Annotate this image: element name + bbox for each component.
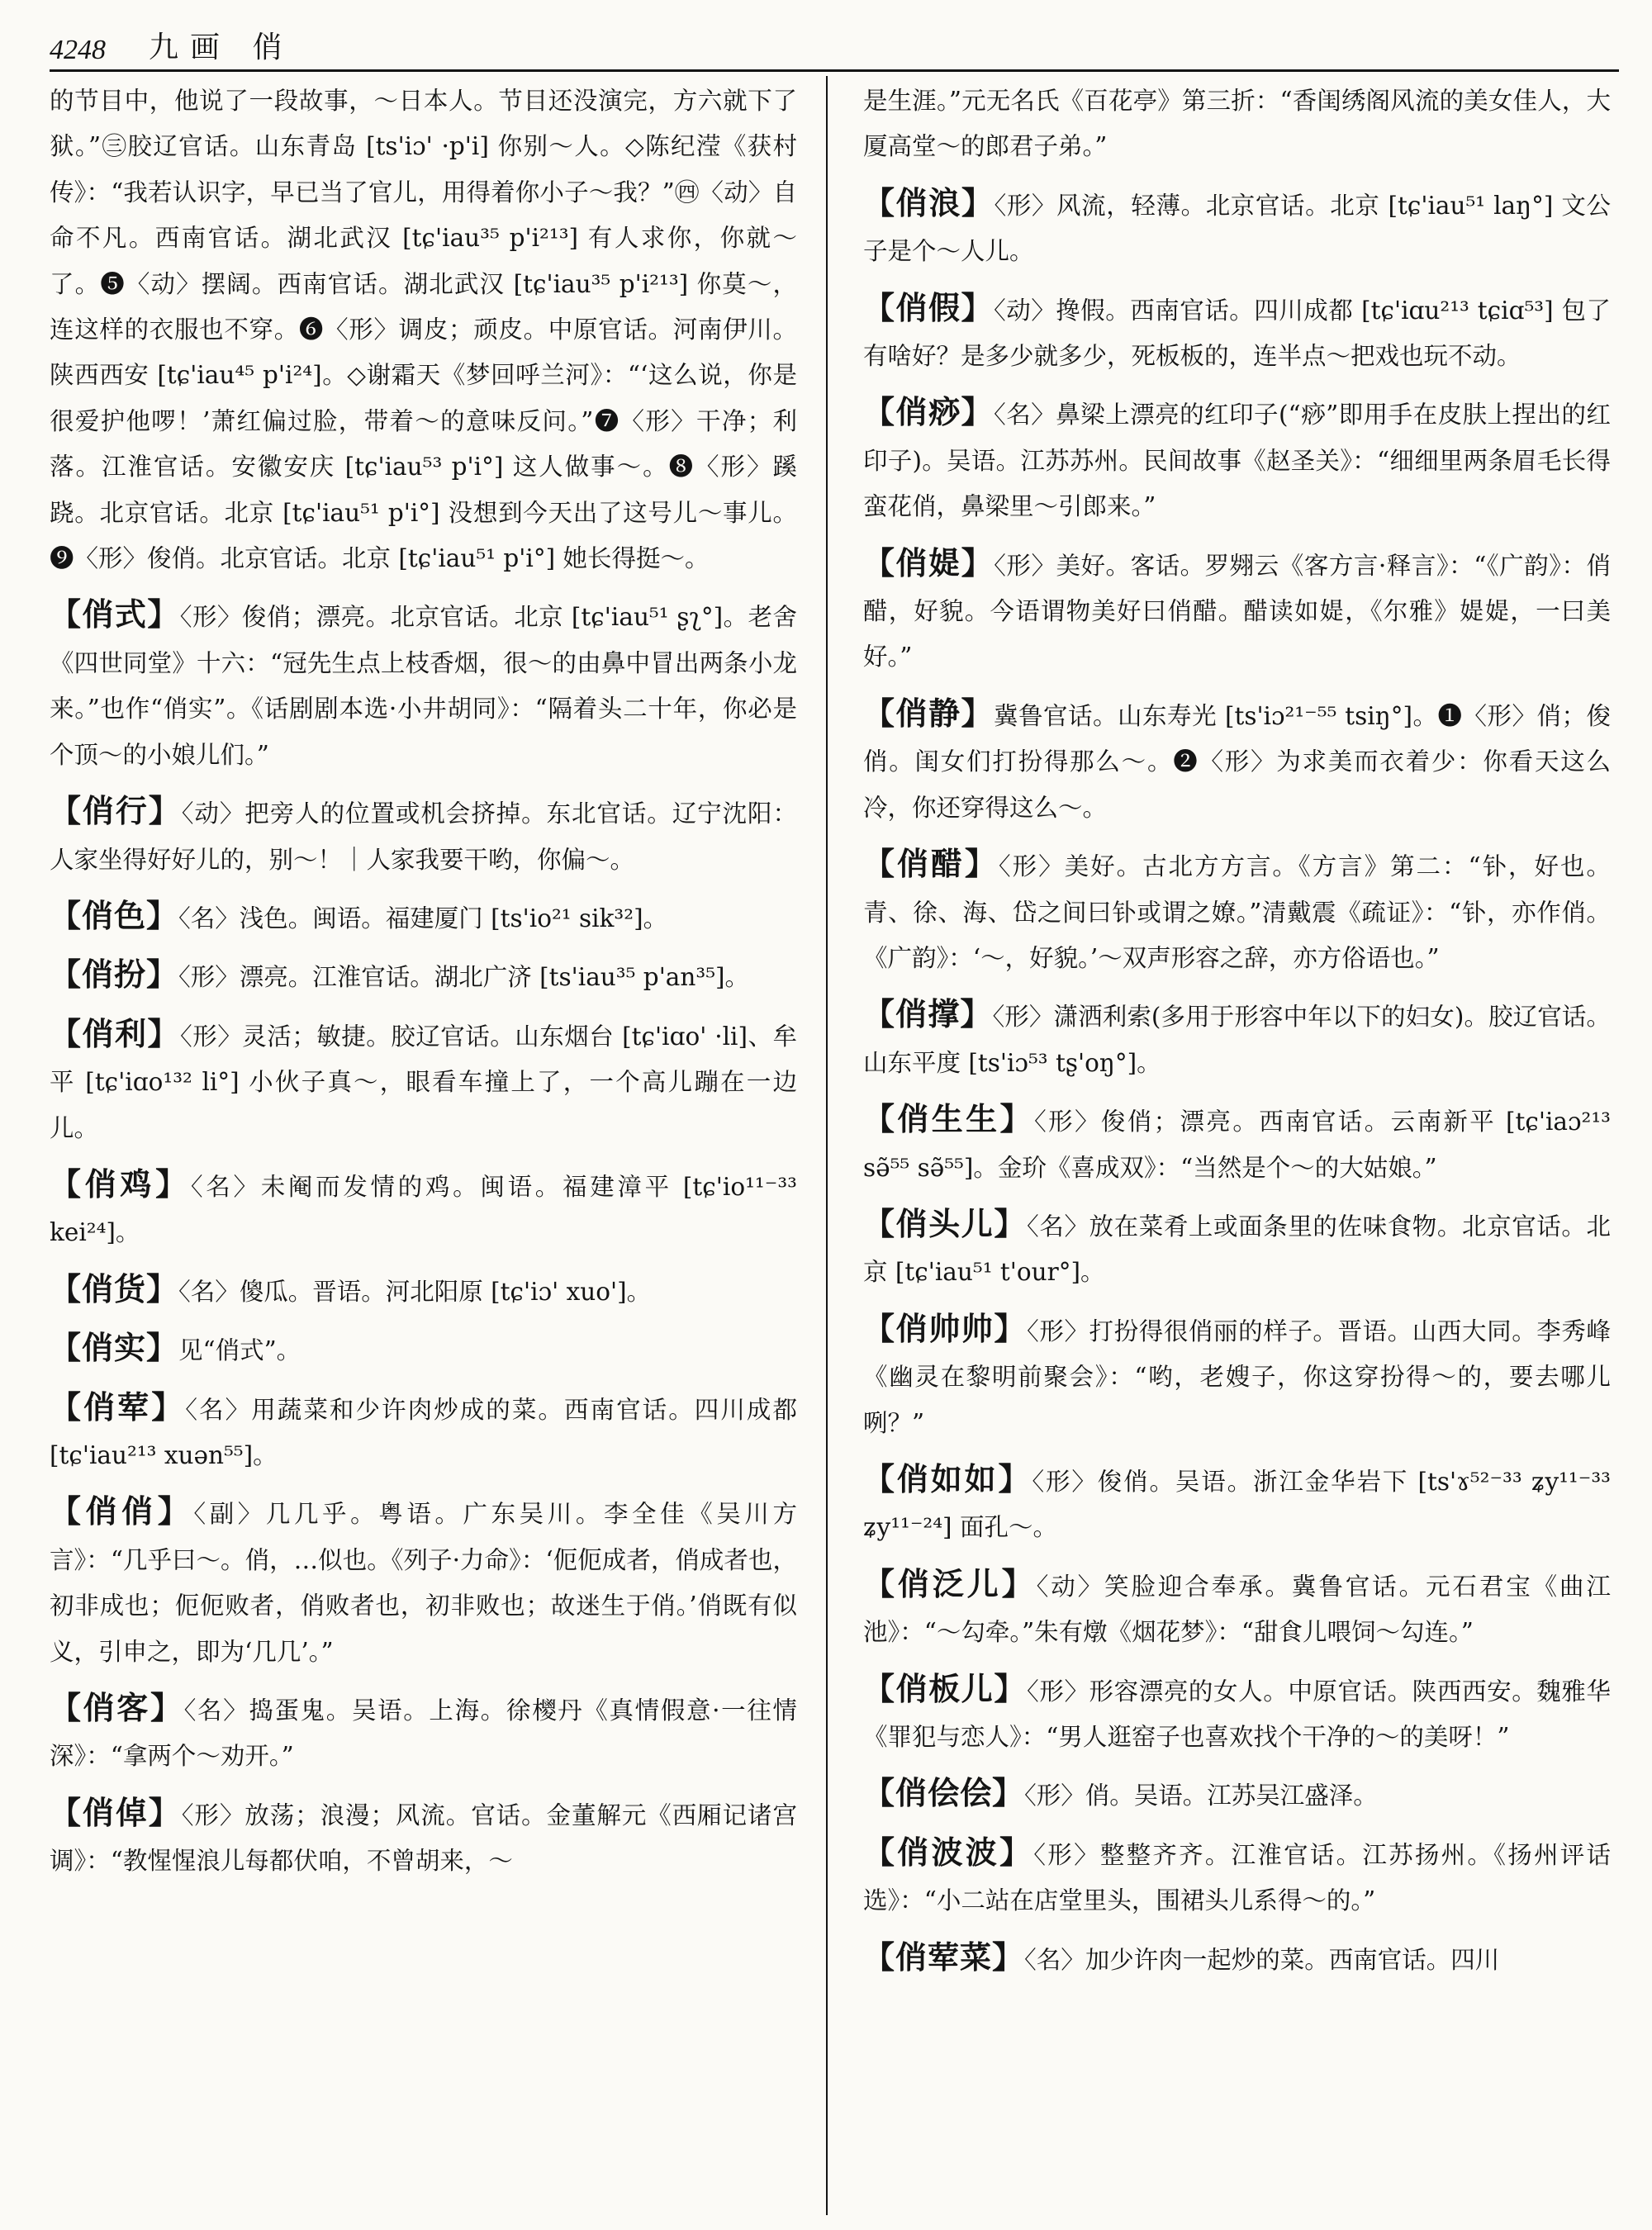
dictionary-entry [863, 1307, 1611, 1446]
dictionary-entry [50, 894, 797, 942]
dictionary-entry [50, 952, 797, 1000]
column-divider [826, 76, 828, 2215]
entry-headword: 【俏俏】 [50, 1493, 194, 1530]
entry-headword: 【俏媞】 [863, 544, 995, 581]
entry-headword: 【俏货】 [50, 1270, 179, 1307]
dictionary-entry [50, 1686, 797, 1780]
entry-headword: 【俏色】 [50, 897, 179, 934]
dictionary-entry [863, 1562, 1611, 1656]
entry-text: 〈名〉浅色。闽语。福建厦门 [ts'io²¹ sik³²]。 [178, 904, 668, 932]
entry-text: 〈形〉打扮得很俏丽的样子。晋语。山西大同。李秀峰《幽灵在黎明前聚会》：“哟，老嫂子，你这穿扮得～的，要去哪儿咧？” [863, 1317, 1611, 1437]
entry-text: 〈名〉傻瓜。晋语。河北阳原 [tɕ'iɔ' xuo']。 [178, 1277, 652, 1306]
entry-text: 〈名〉用蔬菜和少许肉炒成的菜。西南官话。四川成都 [tɕ'iau²¹³ xuən⁵⁵]。 [50, 1395, 797, 1469]
entry-headword: 【俏利】 [50, 1015, 181, 1052]
entry-headword: 【俏侩侩】 [863, 1775, 1025, 1812]
entry-headword: 【俏帅帅】 [863, 1310, 1027, 1347]
entry-headword: 【俏醋】 [863, 846, 999, 883]
dictionary-entry [863, 992, 1611, 1086]
left-column [50, 76, 797, 2215]
entry-text: 〈形〉俊俏；漂亮。西南官话。云南新平 [tɕ'iaɔ²¹³ sə̃⁵⁵ sə̃⁵⁵]。金玠《喜成双》：“当然是个～的大姑娘。” [863, 1108, 1611, 1182]
dictionary-entry [863, 1830, 1611, 1924]
entry-headword: 【俏撑】 [863, 996, 993, 1033]
dictionary-entry [50, 1162, 797, 1256]
dictionary-entry [863, 1667, 1611, 1761]
entry-headword: 【俏如如】 [863, 1460, 1032, 1497]
entry-text: 〈名〉鼻梁上漂亮的红印子(“痧”即用手在皮肤上捏出的红印子)。吴语。江苏苏州。民间故事《赵圣关》：“细细里两条眉毛长得蛮花俏，鼻梁里～引郎来。” [863, 401, 1611, 521]
entry-text: 的节目中，他说了一段故事，～日本人。节目还没演完，方六就下了狱。”㊂胶辽官话。山东青岛 [ts'iɔ' ·p'i] 你别～人。◇陈纪滢《获村传》：“我若认识字，早已当了官儿，用得着你小子～我？”㊃〈动〉自命不凡。西南官话。湖北武汉 [tɕ'iau³⁵ p'i²¹³] 有人求你，你就～了。❺〈动〉摆阔。西南官话。湖北武汉 [tɕ'iau³⁵ p'i²¹³] 你莫～，连这样的衣服也不穿。❻〈形〉调皮；顽皮。中原官话。河南伊川。陕西西安 [tɕ'iau⁴⁵ p'i²⁴]。◇谢霜天《梦回呼兰河》：“‘这么说，你是很爱护他啰！’萧红偏过脸，带着～的意味反问。”❼〈形〉干净；利落。江淮官话。安徽安庆 [tɕ'iau⁵³ p'i°] 这人做事～。❽〈形〉蹊跷。北京官话。北京 [tɕ'iau⁵¹ p'i°] 没想到今天出了这号儿～事儿。❾〈形〉俊俏。北京官话。北京 [tɕ'iau⁵¹ p'i°] 她长得挺～。 [50, 87, 797, 573]
dictionary-entry [50, 592, 797, 778]
dictionary-entry [863, 1771, 1611, 1819]
page-number: 4248 [50, 35, 106, 65]
entry-headword: 【俏实】 [50, 1330, 179, 1367]
header-rule [50, 69, 1619, 72]
entry-text: 〈动〉搀假。西南官话。四川成都 [tɕ'iɑu²¹³ tɕiɑ⁵³] 包了有啥好？是多少就多少，死板板的，连半点～把戏也玩不动。 [863, 296, 1611, 371]
entry-headword: 【俏行】 [50, 793, 182, 830]
dictionary-entry [863, 541, 1611, 681]
dictionary-entry [863, 1935, 1611, 1983]
dictionary-entry [863, 390, 1611, 529]
entry-headword: 【俏假】 [863, 289, 994, 326]
entry-headword: 【俏荤菜】 [863, 1938, 1025, 1976]
dictionary-entry [863, 286, 1611, 380]
entry-headword: 【俏波波】 [863, 1834, 1034, 1871]
entry-text: 是生涯。”元无名氏《百花亭》第三折：“香闺绣阁风流的美女佳人，大厦高堂～的郎君子弟。” [863, 87, 1611, 161]
entry-text: 〈形〉漂亮。江淮官话。湖北广济 [ts'iau³⁵ p'an³⁵]。 [178, 963, 750, 992]
page-title: 九画 俏 [149, 31, 294, 64]
dictionary-entry [50, 76, 797, 581]
entry-text: 〈形〉潇洒利索(多用于形容中年以下的妇女)。胶辽官话。山东平度 [ts'iɔ⁵³ tʂ'oŋ°]。 [863, 1003, 1611, 1077]
dictionary-entry [863, 1097, 1611, 1191]
dictionary-entry [863, 181, 1611, 275]
entry-text: 〈形〉整整齐齐。江淮官话。江苏扬州。《扬州评话选》：“小二站在店堂里头，围裙头儿系得～的。” [863, 1840, 1611, 1915]
entry-headword: 【俏痧】 [863, 394, 994, 431]
dictionary-entry [50, 1791, 797, 1885]
entry-headword: 【俏泛儿】 [863, 1565, 1037, 1602]
entry-headword: 【俏静】 [863, 695, 995, 732]
entry-text: 见“俏式”。 [178, 1336, 301, 1365]
dictionary-entry [50, 1489, 797, 1675]
entry-headword: 【俏客】 [50, 1690, 184, 1726]
dictionary-entry [50, 1012, 797, 1151]
entry-headword: 【俏倬】 [50, 1794, 182, 1831]
dictionary-entry [863, 1202, 1611, 1296]
entry-text: 〈名〉加少许肉一起炒的菜。西南官话。四川 [1024, 1945, 1500, 1974]
dictionary-entry [863, 1457, 1611, 1551]
entry-text: 〈形〉放荡；浪漫；风流。官话。金董解元《西厢记诸宫调》：“教惺惺浪儿每都伏咱，不曾胡来，～ [50, 1801, 797, 1876]
entry-text: 〈形〉灵活；敏捷。胶辽官话。山东烟台 [tɕ'iɑo' ·li]、牟平 [tɕ'iɑo¹³² li°] 小伙子真～，眼看车撞上了，一个高儿蹦在一边儿。 [50, 1022, 797, 1142]
entry-text: 〈形〉美好。古北方方言。《方言》第二：“钋，好也。青、徐、海、岱之间曰钋或谓之嫽。”清戴震《疏证》：“钋，亦作俏。《广韵》：‘～，好貌。’～双声形容之辞，亦方俗语也。” [863, 852, 1611, 972]
entry-text: 〈形〉俊俏；漂亮。北京官话。北京 [tɕ'iau⁵¹ ʂʅ°]。老舍《四世同堂》十六：“冠先生点上枝香烟，很～的由鼻中冒出两条小龙来。”也作“俏实”。《话剧剧本选·小井胡同》：“隔着头二十年，你必是个顶～的小娘儿们。” [50, 603, 797, 769]
entry-text: 〈形〉俏。吴语。江苏吴江盛泽。 [1024, 1782, 1378, 1810]
entry-headword: 【俏鸡】 [50, 1165, 191, 1203]
dictionary-entry [50, 1385, 797, 1479]
entry-text: 〈动〉笑脸迎合奉承。冀鲁官话。元石君宝《曲江池》：“～勾牵。”朱有燉《烟花梦》：“甜食儿喂饲～勾连。” [863, 1572, 1611, 1647]
dictionary-entry [863, 76, 1611, 170]
dictionary-entry [863, 842, 1611, 981]
entry-headword: 【俏式】 [50, 596, 180, 633]
dictionary-entry [863, 691, 1611, 831]
entry-text: 〈名〉未阉而发情的鸡。闽语。福建漳平 [tɕ'io¹¹⁻³³ kei²⁴]。 [50, 1172, 797, 1247]
entry-text: 〈形〉形容漂亮的女人。中原官话。陕西西安。魏雅华《罪犯与恋人》：“男人逛窑子也喜欢找个干净的～的美呀！” [863, 1677, 1611, 1751]
entry-text: 〈形〉俊俏。吴语。浙江金华岩下 [ts'ɤ⁵²⁻³³ ʑy¹¹⁻³³ ʑy¹¹⁻²⁴] 面孔～。 [863, 1467, 1611, 1542]
entry-text: 〈副〉几几乎。粤语。广东吴川。李全佳《吴川方言》：“几乎曰～。俏，…似也。《列子·力命》：‘伌伌成者，俏成者也，初非成也；伌伌败者，俏败者也，初非败也；故迷生于俏。’俏既有似义，引申之，即为‘几几’。” [50, 1500, 797, 1666]
dictionary-entry [50, 789, 797, 883]
entry-text: 〈名〉放在菜肴上或面条里的佐味食物。北京官话。北京 [tɕ'iau⁵¹ t'our°]。 [863, 1212, 1611, 1287]
entry-headword: 【俏浪】 [863, 184, 995, 221]
dictionary-entry [50, 1267, 797, 1315]
entry-text: 〈名〉捣蛋鬼。吴语。上海。徐㯶丹《真情假意·一往情深》：“拿两个～劝开。” [50, 1696, 797, 1771]
right-column [863, 76, 1611, 2215]
entry-headword: 【俏头儿】 [863, 1205, 1027, 1242]
entry-headword: 【俏荤】 [50, 1388, 186, 1426]
page-header [50, 18, 1619, 66]
dictionary-entry [50, 1326, 797, 1374]
entry-text: 冀鲁官话。山东寿光 [ts'iɔ²¹⁻⁵⁵ tsiŋ°]。❶〈形〉俏；俊俏。闺女们打扮得那么～。❷〈形〉为求美而衣着少：你看天这么冷，你还穿得这么～。 [863, 701, 1611, 822]
entry-headword: 【俏板儿】 [863, 1670, 1027, 1707]
entry-text: 〈动〉把旁人的位置或机会挤掉。东北官话。辽宁沈阳：人家坐得好好儿的，别～！｜人家我要干哟，你偏～。 [50, 799, 797, 874]
entry-text: 〈形〉美好。客话。罗翙云《客方言·释言》：“《广韵》：俏醋，好貌。今语谓物美好曰俏醋。醋读如媞，《尔雅》媞媞，一曰美好。” [863, 551, 1611, 671]
entry-text: 〈形〉风流，轻薄。北京官话。北京 [tɕ'iau⁵¹ laŋ°] 文公子是个～人儿。 [863, 191, 1611, 266]
entry-headword: 【俏扮】 [50, 956, 179, 994]
entry-headword: 【俏生生】 [863, 1101, 1034, 1138]
